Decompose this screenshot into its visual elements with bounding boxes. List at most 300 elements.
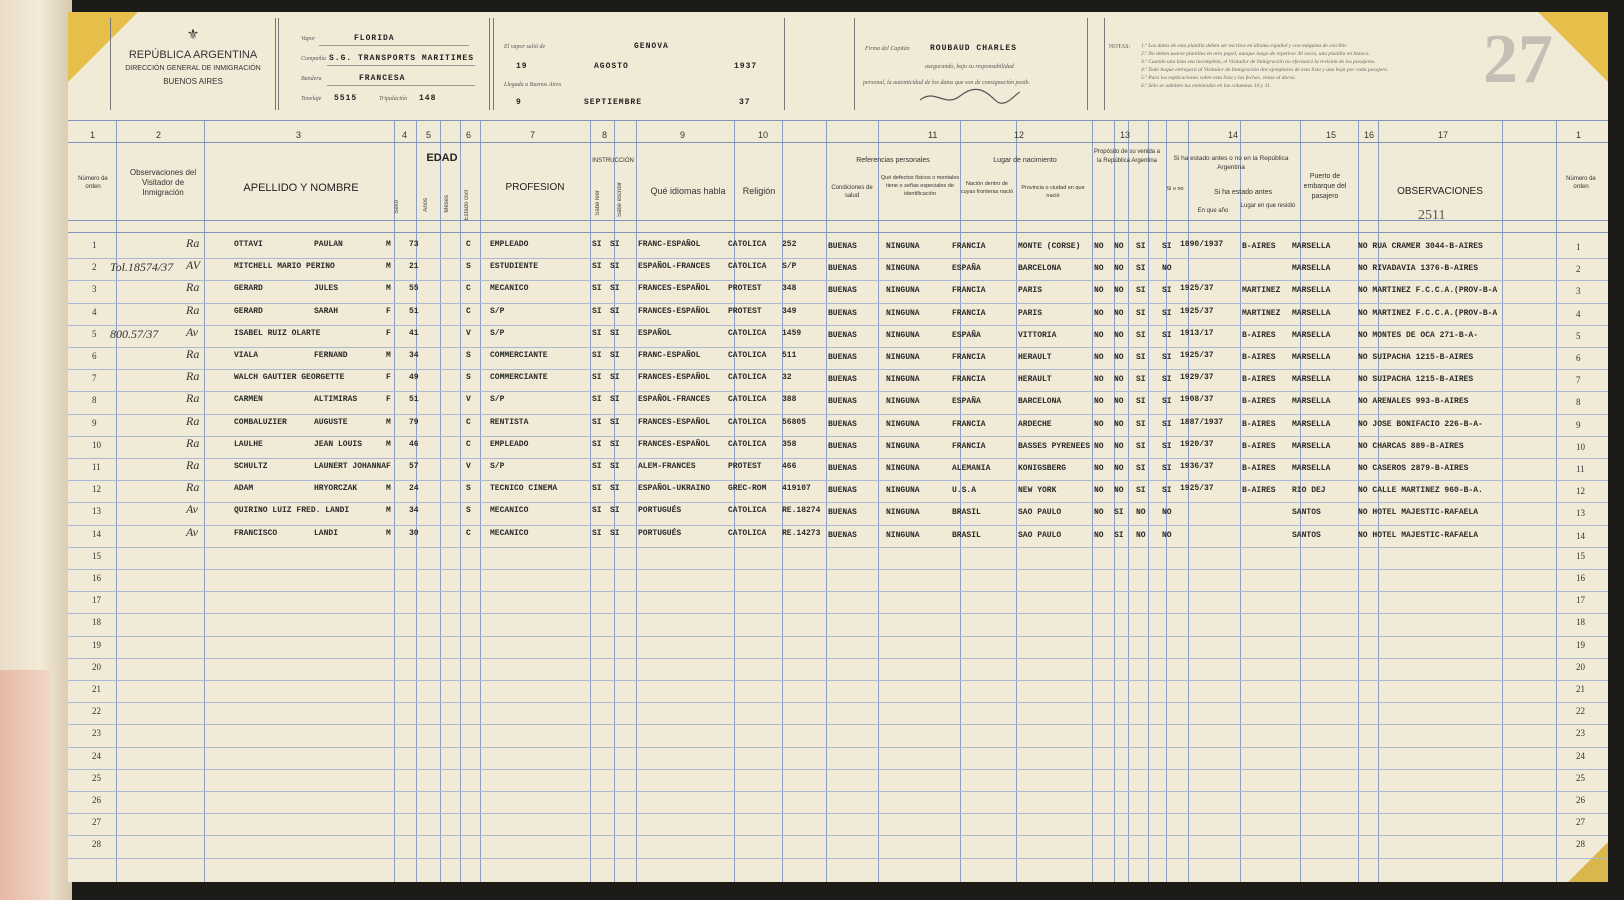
profession: S/P: [490, 395, 505, 405]
reference-number: RE.18274: [782, 506, 821, 516]
birth-city: PARIS: [1018, 286, 1043, 296]
birth-nation: FRANCIA: [952, 353, 986, 362]
can-read: SI: [592, 262, 602, 272]
birth-city: HERAULT: [1018, 375, 1052, 385]
defects: NINGUNA: [886, 397, 920, 407]
age: 46: [409, 439, 419, 449]
grid-vline: [1378, 120, 1379, 882]
row-number: 24: [92, 750, 101, 761]
reference-number: 419107: [782, 484, 811, 494]
column-number: 3: [296, 130, 302, 140]
observations: NO CALLE MARTINEZ 960-B-A.: [1358, 486, 1483, 496]
can-write: SI: [610, 284, 620, 294]
profession: TECNICO CINEMA: [490, 484, 558, 494]
health: BUENAS: [828, 242, 857, 251]
grid-hline: [68, 325, 1608, 326]
visitor-mark: Ra: [186, 280, 200, 295]
can-write: SI: [610, 528, 620, 538]
civil-status: C: [466, 528, 471, 538]
row-number: 3: [92, 284, 97, 295]
row-number-right: 6: [1576, 353, 1581, 363]
civil-status: S: [466, 484, 471, 494]
grid-hline: [68, 414, 1608, 415]
captain-label: Firma del Capitán: [865, 46, 910, 52]
column-number: 9: [680, 130, 686, 140]
sex: M: [386, 417, 391, 427]
languages: PORTUGUÉS: [638, 506, 682, 516]
departed-day: 19: [516, 62, 528, 71]
year-previous: 1925/37: [1180, 351, 1214, 360]
header-band: [68, 12, 1608, 121]
port-embark: SANTOS: [1292, 530, 1321, 540]
company-label: Compañía: [301, 56, 327, 62]
visitor-mark: Ra: [186, 480, 200, 495]
surname: ADAM: [234, 484, 254, 494]
sex: F: [386, 306, 391, 316]
birth-nation: BRASIL: [952, 530, 981, 540]
birth-nation: FRANCIA: [952, 308, 986, 318]
place-resided: B-AIRES: [1242, 330, 1276, 340]
observations: NO RUA CRAMER 3044-B-AIRES: [1358, 242, 1483, 251]
sex: M: [386, 284, 391, 294]
header-apellido: APELLIDO Y NOMBRE: [243, 182, 359, 194]
surname: QUIRINO LUIZ FRED. LANDI: [234, 506, 350, 516]
grid-vline: [480, 120, 481, 882]
grid-vline: [590, 120, 591, 882]
birth-city: VITTORIA: [1018, 330, 1057, 340]
row-number-right: 23: [1576, 728, 1585, 739]
arrival-year: 37: [739, 98, 751, 107]
header-profesion: PROFESION: [505, 182, 565, 193]
grid-vline: [1016, 120, 1017, 882]
reference-number: 1459: [782, 328, 802, 338]
purpose-1: NO: [1094, 353, 1104, 362]
year-previous: 1887/1937: [1180, 417, 1224, 427]
purpose-2: NO: [1114, 486, 1124, 496]
grid-hline: [68, 569, 1608, 570]
flag-label: Bandera: [301, 76, 322, 82]
languages: FRANCES-ESPAÑOL: [638, 373, 711, 383]
grid-hline: [68, 724, 1608, 725]
grid-hline: [68, 391, 1608, 392]
birth-nation: U.S.A: [952, 486, 977, 496]
departed-month: AGOSTO: [594, 62, 629, 71]
purpose-3: NO: [1136, 530, 1146, 540]
profession: EMPLEADO: [490, 439, 529, 449]
purpose-1: NO: [1094, 308, 1104, 318]
age: 73: [409, 240, 419, 249]
purpose-1: NO: [1094, 375, 1104, 385]
column-number: 1: [90, 130, 96, 140]
can-write: SI: [610, 373, 620, 383]
grid-vline: [1148, 120, 1149, 882]
civil-status: S: [466, 351, 471, 360]
grid-vline: [204, 120, 205, 882]
birth-nation: FRANCIA: [952, 441, 986, 451]
column-number: 8: [602, 130, 608, 140]
purpose-3: SI: [1136, 286, 1146, 296]
city-title: BUENOS AIRES: [163, 77, 223, 86]
religion: CATOLICA: [728, 528, 767, 538]
column-number: 13: [1120, 130, 1131, 140]
languages: FRANC-ESPAÑOL: [638, 240, 701, 249]
grid-vline: [1166, 120, 1167, 882]
birth-city: HERAULT: [1018, 353, 1052, 362]
row-number-right: 21: [1576, 684, 1585, 694]
purpose-2: NO: [1114, 286, 1124, 296]
grid-hline: [68, 835, 1608, 836]
purpose-2: NO: [1114, 441, 1124, 451]
given-name: PAULAN: [314, 240, 343, 249]
header-instruccion: INSTRUCCIÓN: [592, 158, 634, 164]
purpose-2: NO: [1114, 242, 1124, 251]
grid-vline: [416, 120, 417, 882]
header-anos: Años: [423, 198, 429, 212]
grid-hline: [68, 369, 1608, 370]
row-number-right: 8: [1576, 397, 1581, 408]
republic-title: REPÚBLICA ARGENTINA: [128, 49, 258, 61]
row-number-right: 14: [1576, 530, 1585, 541]
header-voyage-box: [493, 18, 785, 110]
languages: ESPAÑOL-FRANCES: [638, 395, 711, 405]
observations: NO SUIPACHA 1215-B-AIRES: [1358, 375, 1474, 385]
religion: CATOLICA: [728, 328, 767, 338]
flag-value: FRANCESA: [359, 74, 406, 83]
purpose-3: SI: [1136, 308, 1146, 318]
health: BUENAS: [828, 464, 857, 473]
grid-hline: [68, 525, 1608, 526]
row-number-right: 15: [1576, 550, 1585, 561]
purpose-3: SI: [1136, 353, 1146, 362]
port-embark: MARSELLA: [1292, 464, 1331, 473]
grid-vline: [1502, 120, 1503, 882]
purpose-1: NO: [1094, 530, 1104, 540]
sex: M: [386, 506, 391, 516]
given-name: JULES: [314, 284, 339, 294]
row-number: 26: [92, 795, 101, 805]
health: BUENAS: [828, 286, 857, 296]
port-embark: MARSELLA: [1292, 419, 1331, 429]
header-sexo: Sexo: [394, 200, 400, 214]
birth-nation: FRANCIA: [952, 375, 986, 385]
health: BUENAS: [828, 530, 857, 540]
year-previous: 1925/37: [1180, 284, 1214, 294]
grid-hline: [68, 232, 1608, 233]
row-number: 14: [92, 528, 101, 539]
crew-value: 148: [419, 94, 437, 103]
column-number: 2: [156, 130, 162, 140]
manifest-page: [68, 12, 1608, 882]
birth-nation: ESPAÑA: [952, 264, 981, 274]
place-resided: B-AIRES: [1242, 419, 1276, 429]
note-item: 5.º Para los explicaciones sobre esta lista y las fechas, véase al dorso.: [1141, 75, 1296, 81]
note-item: 6.º Sólo se admiten las enmiendas en las columnas 10 y 11.: [1141, 83, 1272, 89]
visitor-mark: Ra: [186, 458, 200, 472]
birth-city: PARIS: [1018, 308, 1043, 318]
birth-city: MONTE (CORSE): [1018, 242, 1081, 251]
column-number: 11: [928, 130, 938, 140]
grid-vline: [440, 120, 441, 882]
sex: F: [386, 395, 391, 405]
reference-number: 56805: [782, 417, 807, 427]
column-number: 7: [530, 130, 536, 140]
purpose-3: SI: [1136, 441, 1146, 451]
header-defectos: Qué defectos físicos o mentales tiene o señas especiales de identificación: [880, 175, 960, 197]
purpose-2: NO: [1114, 330, 1124, 340]
languages: PORTUGUÉS: [638, 528, 682, 538]
pink-bookmark: [0, 670, 50, 900]
purpose-1: NO: [1094, 397, 1104, 407]
can-read: SI: [592, 484, 602, 494]
visitor-mark: Ra: [186, 236, 200, 250]
purpose-1: NO: [1094, 419, 1104, 429]
religion: CATOLICA: [728, 351, 767, 360]
civil-status: V: [466, 328, 471, 338]
departed-port: GENOVA: [634, 42, 669, 51]
been-before: SI: [1162, 308, 1172, 318]
languages: FRANC-ESPAÑOL: [638, 351, 701, 360]
civil-status: C: [466, 306, 471, 316]
health: BUENAS: [828, 508, 857, 518]
notes-title: NOTAS:: [1109, 44, 1131, 50]
purpose-2: NO: [1114, 375, 1124, 385]
port-embark: SANTOS: [1292, 508, 1321, 518]
year-previous: 1920/37: [1180, 439, 1214, 449]
civil-status: V: [466, 462, 471, 471]
visitor-note: Tol.18574/37: [110, 260, 174, 275]
grid-hline: [68, 142, 1608, 143]
header-ship-box: [278, 18, 490, 110]
can-read: SI: [592, 328, 602, 338]
defects: NINGUNA: [886, 330, 920, 340]
row-number: 11: [92, 462, 101, 472]
row-number-right: 1: [1576, 242, 1581, 252]
age: 21: [409, 262, 419, 272]
can-read: SI: [592, 417, 602, 427]
port-embark: RIO DEJ: [1292, 486, 1326, 496]
row-number: 21: [92, 684, 101, 694]
profession: RENTISTA: [490, 417, 529, 427]
grid-hline: [68, 769, 1608, 770]
religion: GREC-ROM: [728, 484, 767, 494]
column-number: 16: [1364, 130, 1375, 140]
row-number-right: 4: [1576, 308, 1581, 319]
given-name: ALTIMIRAS: [314, 395, 358, 405]
header-captain-box: [854, 18, 1088, 110]
observations: NO MARTINEZ F.C.C.A.(PROV-B-A: [1358, 308, 1498, 318]
header-sabe-escribir: Sabe escribir: [617, 182, 623, 218]
row-number: 25: [92, 772, 101, 783]
civil-status: C: [466, 439, 471, 449]
grid-vline: [960, 120, 961, 882]
religion: CATOLICA: [728, 240, 767, 249]
visitor-mark: Ra: [186, 391, 200, 406]
year-previous: 1908/37: [1180, 395, 1214, 405]
purpose-2: NO: [1114, 264, 1124, 274]
observations: NO JOSE BONIFACIO 226-B-A-: [1358, 419, 1483, 429]
reference-number: S/P: [782, 262, 797, 272]
profession: ESTUDIENTE: [490, 262, 539, 272]
grid-vline: [1358, 120, 1359, 882]
can-read: SI: [592, 373, 602, 383]
place-resided: B-AIRES: [1242, 353, 1276, 362]
birth-nation: ESPAÑA: [952, 397, 981, 407]
row-number-right: 19: [1576, 639, 1585, 650]
can-write: SI: [610, 351, 620, 360]
row-number-right: 11: [1576, 464, 1585, 474]
surname: VIALA: [234, 351, 259, 360]
header-visitor-obs: Observaciones del Visitador de Inmigración: [129, 168, 197, 197]
defects: NINGUNA: [886, 530, 920, 540]
can-write: SI: [610, 506, 620, 516]
manifest-table: [68, 120, 1608, 882]
surname: WALCH GAUTIER GEORGETTE: [234, 373, 345, 383]
purpose-3: SI: [1136, 242, 1146, 251]
given-name: SARAH: [314, 306, 339, 316]
arrival-day: 9: [516, 98, 522, 107]
header-observaciones: OBSERVACIONES: [1397, 186, 1483, 197]
row-number-right: 18: [1576, 617, 1585, 628]
reference-number: 32: [782, 373, 792, 383]
header-si-no: Si o no: [1166, 186, 1184, 192]
row-number: 5: [92, 328, 97, 339]
health: BUENAS: [828, 330, 857, 340]
year-previous: 1936/37: [1180, 462, 1214, 471]
birth-city: ARDECHE: [1018, 419, 1052, 429]
age: 34: [409, 506, 419, 516]
birth-city: SAO PAULO: [1018, 508, 1062, 518]
grid-vline: [614, 120, 615, 882]
header-estado-antes: Si ha estado antes o no en la República Argentina: [1173, 155, 1289, 171]
purpose-2: NO: [1114, 308, 1124, 318]
grid-hline: [68, 547, 1608, 548]
visitor-mark: Av: [186, 324, 198, 339]
can-write: SI: [610, 484, 620, 494]
header-referencias: Referencias personales: [856, 157, 930, 164]
health: BUENAS: [828, 486, 857, 496]
surname: MITCHELL MARIO PERINO: [234, 262, 335, 272]
reference-number: 466: [782, 462, 797, 471]
purpose-3: SI: [1136, 264, 1146, 274]
port-embark: MARSELLA: [1292, 264, 1331, 274]
row-number: 8: [92, 395, 97, 406]
visitor-note: 800.57/37: [110, 326, 159, 341]
age: 30: [409, 528, 419, 538]
reference-number: RE.14273: [782, 528, 821, 538]
reference-number: 252: [782, 240, 797, 249]
health: BUENAS: [828, 397, 857, 407]
defects: NINGUNA: [886, 353, 920, 362]
header-puerto: Puerto de embarque del pasajero: [1303, 173, 1347, 200]
header-si-estado: Si ha estado antes: [1214, 189, 1272, 196]
grid-vline: [1114, 120, 1115, 882]
can-write: SI: [610, 395, 620, 405]
age: 34: [409, 351, 419, 360]
row-number-right: 28: [1576, 839, 1585, 850]
header-en-que-ano: En que año: [1197, 208, 1229, 214]
can-read: SI: [592, 395, 602, 405]
year-previous: 1925/37: [1180, 484, 1214, 494]
column-number: 14: [1228, 130, 1239, 140]
grid-vline: [878, 120, 879, 882]
profession: COMMERCIANTE: [490, 351, 548, 360]
given-name: AUGUSTE: [314, 417, 348, 427]
observations: NO ARENALES 993-B-AIRES: [1358, 397, 1469, 407]
reference-number: 388: [782, 395, 797, 405]
row-number-right: 25: [1576, 772, 1585, 783]
given-name: LANDI: [314, 528, 339, 538]
purpose-2: NO: [1114, 464, 1124, 473]
place-resided: B-AIRES: [1242, 486, 1276, 496]
visitor-mark: Ra: [186, 413, 200, 428]
visitor-mark: Ra: [186, 347, 200, 361]
departed-label: El vapor salió de: [504, 44, 546, 50]
purpose-3: SI: [1136, 486, 1146, 496]
religion: CATOLICA: [728, 439, 767, 449]
can-read: SI: [592, 462, 602, 471]
defects: NINGUNA: [886, 441, 920, 451]
birth-nation: FRANCIA: [952, 242, 986, 251]
sex: F: [386, 373, 391, 383]
row-number: 13: [92, 506, 101, 517]
arrival-month: SEPTIEMBRE: [584, 98, 643, 107]
row-number: 22: [92, 706, 101, 717]
row-number: 20: [92, 661, 101, 672]
observations: NO CASEROS 2879-B-AIRES: [1358, 464, 1469, 473]
defects: NINGUNA: [886, 242, 920, 251]
port-embark: MARSELLA: [1292, 375, 1331, 385]
can-write: SI: [610, 262, 620, 272]
observations: NO MONTES DE OCA 271-B-A-: [1358, 330, 1479, 340]
direction-title: DIRECCIÓN GENERAL DE INMIGRACIÓN: [125, 65, 261, 72]
birth-city: KONIGSBERG: [1018, 464, 1067, 473]
been-before: SI: [1162, 419, 1172, 429]
book-left-page: [0, 0, 72, 900]
place-resided: MARTINEZ: [1242, 308, 1281, 318]
observations: NO CHARCAS 889-B-AIRES: [1358, 441, 1464, 451]
profession: S/P: [490, 328, 505, 338]
civil-status: C: [466, 284, 471, 294]
can-read: SI: [592, 306, 602, 316]
been-before: SI: [1162, 464, 1172, 473]
sex: M: [386, 351, 391, 360]
religion: PROTEST: [728, 462, 762, 471]
health: BUENAS: [828, 419, 857, 429]
header-idiomas: Qué idiomas habla: [650, 186, 726, 196]
row-number: 18: [92, 617, 101, 628]
row-number-right: 22: [1576, 706, 1585, 717]
grid-vline: [1300, 120, 1301, 882]
tonnage-value: 5515: [334, 94, 358, 103]
header-meses: Meses: [444, 195, 450, 213]
row-number: 28: [92, 839, 101, 850]
health: BUENAS: [828, 308, 857, 318]
observations: NO MARTINEZ F.C.C.A.(PROV-B-A: [1358, 286, 1498, 296]
grid-hline: [68, 613, 1608, 614]
sex: M: [386, 240, 391, 249]
purpose-2: NO: [1114, 353, 1124, 362]
sex: M: [386, 439, 391, 449]
can-read: SI: [592, 240, 602, 249]
row-number: 12: [92, 484, 101, 495]
row-number: 10: [92, 439, 101, 450]
purpose-3: SI: [1136, 397, 1146, 407]
observations: NO RIVADAVIA 1376-B-AIRES: [1358, 264, 1479, 274]
column-number: 15: [1326, 130, 1337, 140]
profession: S/P: [490, 462, 505, 471]
civil-status: S: [466, 262, 471, 272]
row-number-right: 10: [1576, 441, 1585, 452]
